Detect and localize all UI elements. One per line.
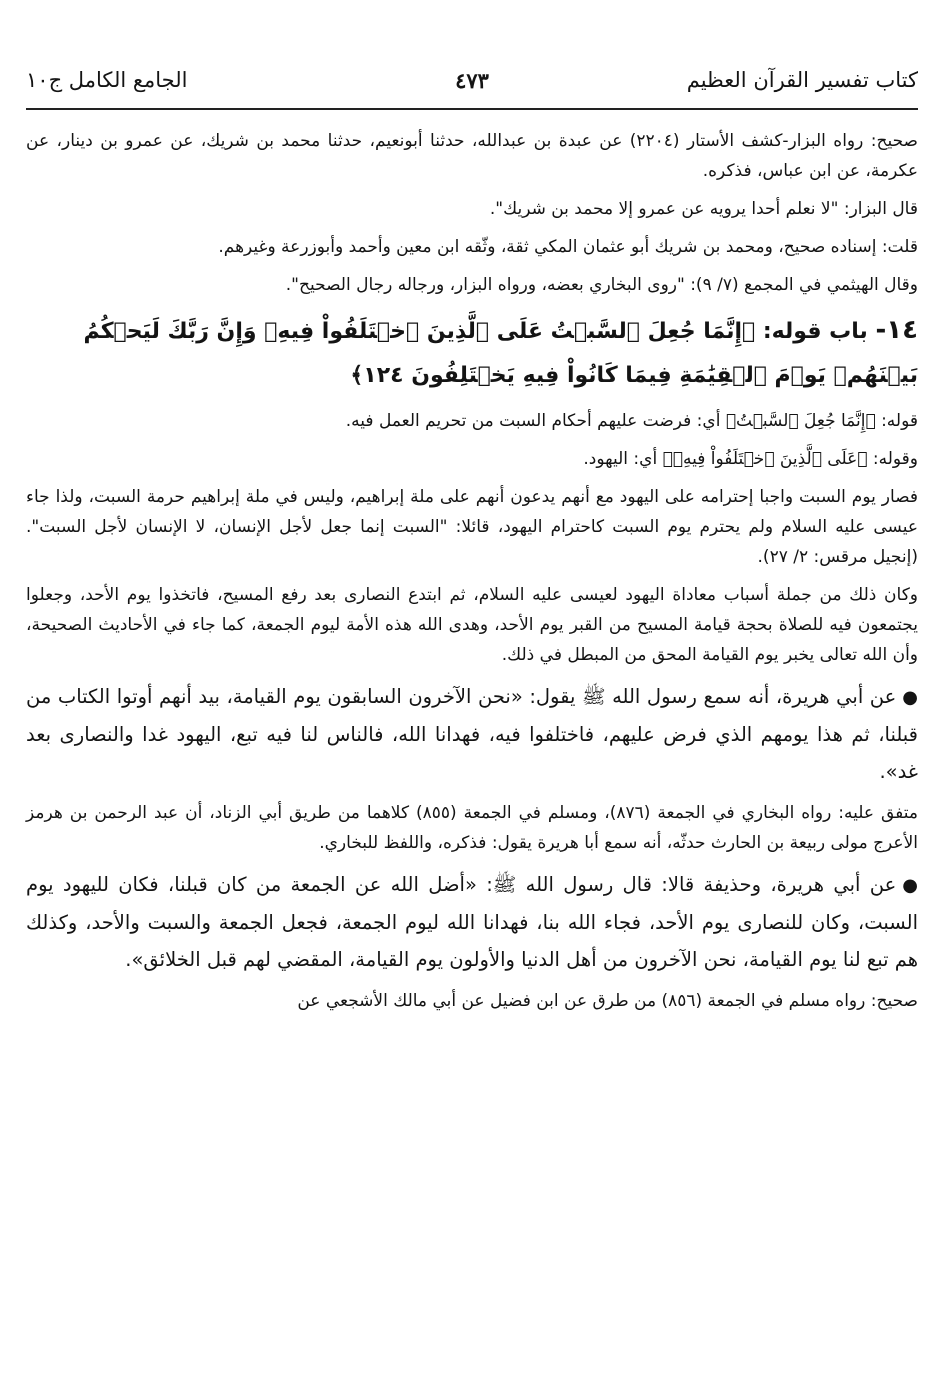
paragraph-tafsir-1: قوله: ﴿إِنَّمَا جُعِلَ ٱلسَّبۡتُ﴾ أي: فرضت عليهم أحكام السبت من تحريم العمل فيه. (345, 411, 918, 431)
header-rule (26, 108, 918, 110)
chapter-heading (26, 308, 918, 398)
paragraph-sabbath: فصار يوم السبت واجبا إحترامه على اليهود مع أنهم يدعون أنهم على ملة إبراهيم، وليس في ملة إبراهيم حرمة السبت، ولذا جاء عيسى عليه السلام ولم يحترم يوم السبت كاحترام اليهود، قائلا: "السبت إنما جعل لأجل الإنسان، لا الإنسان لأجل السبت". (إنجيل مرقس: ٢/ ٢٧). (26, 487, 918, 567)
paragraph-tafsir-2: وقوله: ﴿عَلَى ٱلَّذِينَ ٱخۡتَلَفُواْ فِيهِۚ﴾ أي: اليهود. (583, 449, 918, 469)
page-number: ٤٧٣ (455, 68, 489, 93)
paragraph-bazzar-quote: قال البزار: "لا نعلم أحدا يرويه عن عمرو إلا محمد بن شريك". (489, 199, 918, 219)
bullet-icon: ● (902, 687, 918, 708)
hadith-2 (26, 866, 918, 978)
hadith-1 (26, 678, 918, 790)
running-title: كتاب تفسير القرآن العظيم (686, 68, 918, 92)
paragraph-christians: وكان ذلك من جملة أسباب معاداة اليهود لعيسى عليه السلام، ثم ابتدع النصارى بعد رفع المسيح، فاتخذوا يوم الأحد، وجعلوا يجتمعون فيه للصلاة بحجة قيامة المسيح من القبر يوم الأحد، وهدى الله هذه الأمة ليوم الجمعة، كما جاء في الأحاديث الصحيحة، وأن الله تعالى يخبر يوم القيامة المحق من المبطل في ذلك. (26, 585, 918, 665)
paragraph-haythami: وقال الهيثمي في المجمع (٧/ ٩): "روى البخاري بعضه، ورواه البزار، ورجاله رجال الصحيح". (285, 275, 918, 295)
hadith-2-text: عن أبي هريرة، وحذيفة قالا: قال رسول الله ﷺ: «أضل الله عن الجمعة من كان قبلنا، فكان لليهود يوم السبت، وكان للنصارى يوم الأحد، فجاء الله بنا، فهدانا الله ليوم الجمعة، فجعل الجمعة والسبت والأحد، وكذلك هم تبع لنا يوم القيامة، نحن الآخرون من أهل الدنيا والأولون يوم القيامة، المقضي لهم قبل الخلائق». (26, 873, 918, 971)
volume-label: الجامع الكامل ج١٠ (26, 68, 188, 92)
hadith-1-text: عن أبي هريرة، أنه سمع رسول الله ﷺ يقول: «نحن الآخرون السابقون يوم القيامة، بيد أنهم أوتوا الكتاب من قبلنا، ثم هذا يومهم الذي فرض عليهم، فاختلفوا فيه، فهدانا الله، فالناس لنا فيه تبع، اليهود غدا والنصارى بعد غد». (26, 685, 918, 783)
paragraph-takhrij-1: متفق عليه: رواه البخاري في الجمعة (٨٧٦)، ومسلم في الجمعة (٨٥٥) كلاهما من طريق أبي الزناد، أن عبد الرحمن بن هرمز الأعرج مولى ربيعة بن الحارث حدثّه، أنه سمع أبا هريرة يقول: فذكره، واللفظ للبخاري. (26, 803, 918, 853)
paragraph-grading-1: صحيح: رواه البزار-كشف الأستار (٢٢٠٤) عن عبدة بن عبدالله، حدثنا أبونعيم، حدثنا محمد بن شريك، عن عمرو بن دينار، عن عكرمة، عن ابن عباس، فذكره. (26, 131, 918, 181)
page-header (26, 62, 918, 106)
bullet-icon: ● (902, 875, 918, 896)
paragraph-isnad-comment: قلت: إسناده صحيح، ومحمد بن شريك أبو عثمان المكي ثقة، وثّقه ابن معين وأحمد وأبوزرعة وغيرهم. (218, 237, 918, 257)
paragraph-takhrij-2: صحيح: رواه مسلم في الجمعة (٨٥٦) من طرق عن ابن فضيل عن أبي مالك الأشجعي عن (297, 991, 918, 1011)
page-body (26, 126, 918, 1024)
chapter-title: باب قوله: ﴿إِنَّمَا جُعِلَ ٱلسَّبۡتُ عَلَى ٱلَّذِينَ ٱخۡتَلَفُواْ فِيهِۚ وَإِنَّ رَبَّكَ لَيَحۡكُمُ بَيۡنَهُمۡ يَوۡمَ ٱلۡقِيَٰمَةِ فِيمَا كَانُواْ فِيهِ يَخۡتَلِفُونَ ١٢٤﴾ (83, 319, 918, 388)
chapter-number: ١٤- (875, 315, 918, 345)
